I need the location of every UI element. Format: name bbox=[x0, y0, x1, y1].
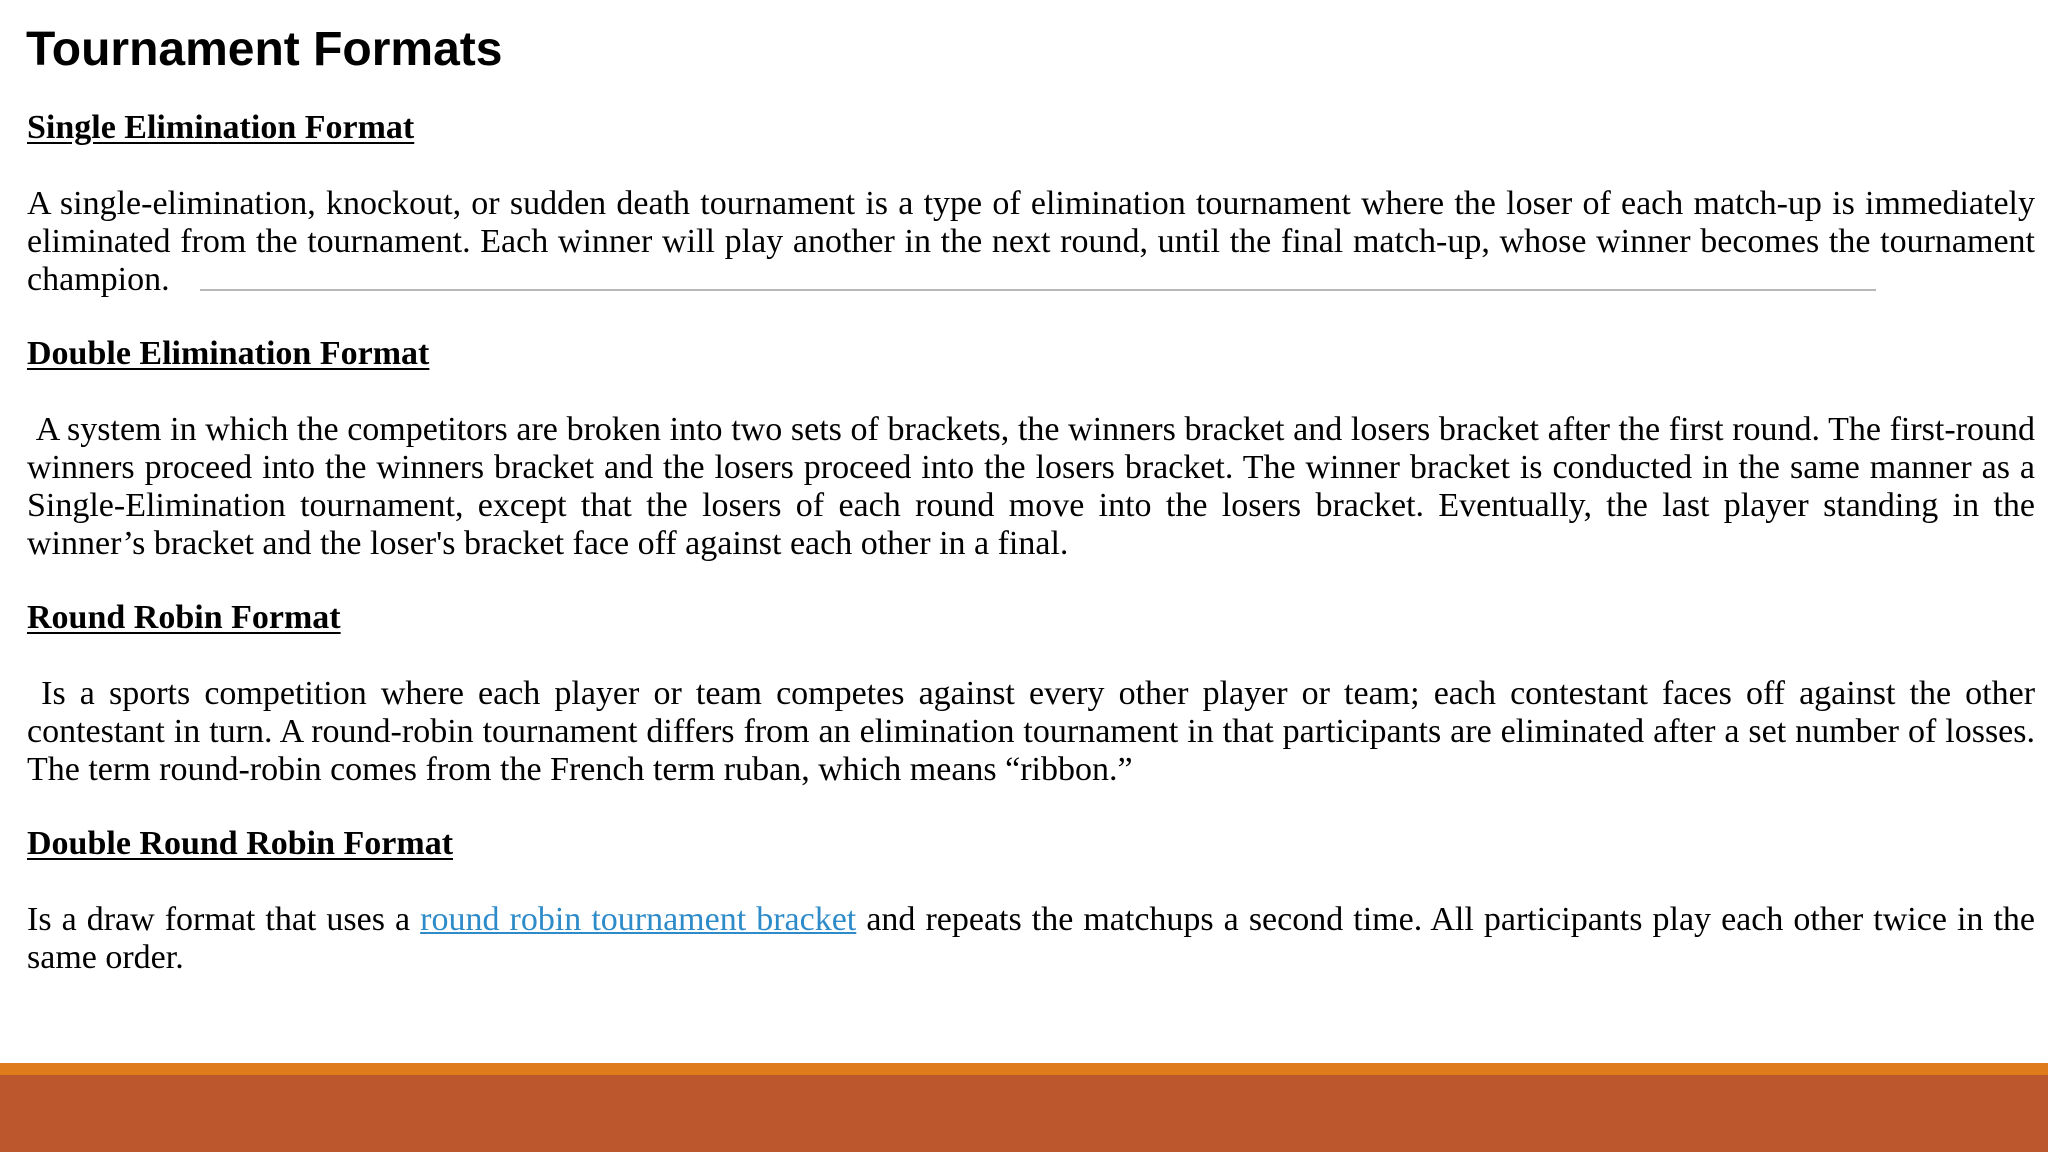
section-body: Is a sports competition where each player or team competes against every other player or team; each contestant faces off against the other contestant in turn. A round-robin tournament differs from an elimination tournament in that participants are eliminated after a set number of losses. The term round-robin comes from the French term ruban, which means “ribbon.” bbox=[27, 674, 2044, 788]
section-heading: Round Robin Format bbox=[27, 598, 341, 636]
body-text-after-link: and repeats the matchups a second time. All participants play each other twice in the same order. bbox=[27, 900, 2044, 976]
round-robin-bracket-link[interactable]: round robin tournament bracket bbox=[420, 900, 857, 938]
footer-band bbox=[0, 1075, 2048, 1152]
section-single-elimination bbox=[27, 104, 2044, 298]
section-double-round-robin bbox=[27, 820, 2044, 976]
slide-title: Tournament Formats bbox=[26, 23, 503, 76]
footer-accent-stripe bbox=[0, 1063, 2048, 1075]
section-heading: Double Round Robin Format bbox=[27, 824, 454, 862]
section-body: A system in which the competitors are broken into two sets of brackets, the winners bracket and losers bracket after the first round. The first-round winners proceed into the winners bracket and the losers proceed into the losers bracket. The winner bracket is conducted in the same manner as a Single-Elimination tournament, except that the losers of each round move into the losers bracket. Eventually, the last player standing in the winner’s bracket and the loser's bracket face off against each other in a final. bbox=[27, 410, 2044, 562]
section-round-robin bbox=[27, 594, 2044, 788]
section-heading: Single Elimination Format bbox=[27, 108, 415, 146]
section-body bbox=[27, 900, 2044, 976]
slide-content bbox=[27, 104, 2044, 976]
section-heading: Double Elimination Format bbox=[27, 334, 430, 372]
body-text-before-link: Is a draw format that uses a bbox=[27, 900, 421, 938]
section-body: A single-elimination, knockout, or sudden death tournament is a type of elimination tournament where the loser of each match-up is immediately eliminated from the tournament. Each winner will play another in the next round, until the final match-up, whose winner becomes the tournament champion. bbox=[27, 184, 2044, 298]
section-double-elimination bbox=[27, 330, 2044, 562]
divider-line bbox=[200, 289, 1876, 291]
